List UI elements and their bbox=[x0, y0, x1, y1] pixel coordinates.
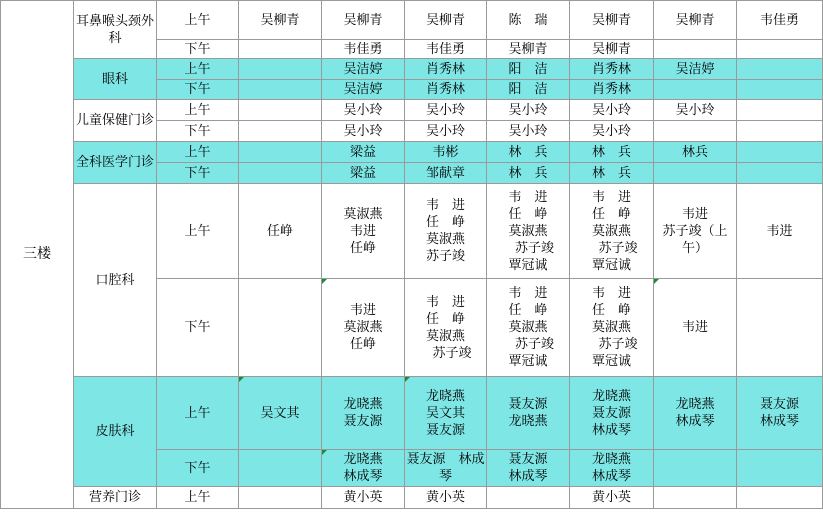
department-name: 全科医学门诊 bbox=[74, 142, 157, 184]
schedule-cell: 韦进 莫淑燕 任峥 bbox=[322, 279, 405, 377]
schedule-cell bbox=[737, 487, 823, 509]
schedule-cell bbox=[737, 163, 823, 184]
period-cell: 下午 bbox=[157, 80, 239, 100]
table-row bbox=[1, 184, 823, 279]
schedule-cell: 吴小玲 bbox=[487, 100, 570, 121]
schedule-cell: 韦 进 任 峥 莫淑燕 苏子竣 覃冠诚 bbox=[570, 184, 654, 279]
schedule-cell bbox=[487, 487, 570, 509]
schedule-cell: 吴文其 bbox=[239, 377, 322, 450]
schedule-cell: 林兵 bbox=[654, 142, 737, 163]
table-row bbox=[1, 142, 823, 163]
schedule-cell: 吴小玲 bbox=[487, 121, 570, 142]
period-cell: 下午 bbox=[157, 279, 239, 377]
schedule-cell: 吴洁婷 bbox=[654, 59, 737, 80]
schedule-cell bbox=[654, 80, 737, 100]
schedule-cell bbox=[239, 279, 322, 377]
schedule-cell: 阳 洁 bbox=[487, 59, 570, 80]
schedule-cell: 吴小玲 bbox=[654, 100, 737, 121]
schedule-cell: 韦佳勇 bbox=[737, 1, 823, 40]
period-cell: 下午 bbox=[157, 163, 239, 184]
schedule-cell bbox=[239, 40, 322, 59]
schedule-body bbox=[1, 1, 823, 509]
schedule-cell bbox=[239, 100, 322, 121]
schedule-cell: 肖秀林 bbox=[405, 80, 487, 100]
schedule-cell: 韦 进 任 峥 莫淑燕 苏子竣 覃冠诚 bbox=[570, 279, 654, 377]
schedule-cell: 韦佳勇 bbox=[405, 40, 487, 59]
schedule-cell: 林 兵 bbox=[570, 142, 654, 163]
schedule-cell: 吴小玲 bbox=[570, 121, 654, 142]
schedule-cell: 林 兵 bbox=[487, 163, 570, 184]
schedule-cell: 吴柳青 bbox=[570, 1, 654, 40]
schedule-cell: 陈 瑞 bbox=[487, 1, 570, 40]
schedule-cell: 聂友源 林成琴 bbox=[737, 377, 823, 450]
schedule-cell bbox=[737, 100, 823, 121]
schedule-cell: 吴小玲 bbox=[322, 121, 405, 142]
schedule-cell: 聂友源 林成琴 bbox=[487, 450, 570, 487]
schedule-cell: 肖秀林 bbox=[405, 59, 487, 80]
schedule-cell: 龙晓燕 聂友源 林成琴 bbox=[570, 377, 654, 450]
schedule-cell: 吴洁婷 bbox=[322, 80, 405, 100]
schedule-cell bbox=[654, 40, 737, 59]
schedule-cell bbox=[737, 450, 823, 487]
schedule-cell: 聂友源 龙晓燕 bbox=[487, 377, 570, 450]
schedule-cell: 吴柳青 bbox=[405, 1, 487, 40]
table-row bbox=[1, 487, 823, 509]
schedule-cell bbox=[239, 121, 322, 142]
table-row bbox=[1, 59, 823, 80]
schedule-cell: 林 兵 bbox=[570, 163, 654, 184]
table-row bbox=[1, 377, 823, 450]
schedule-cell: 黄小英 bbox=[405, 487, 487, 509]
schedule-cell: 黄小英 bbox=[322, 487, 405, 509]
schedule-cell: 龙晓燕 聂友源 bbox=[322, 377, 405, 450]
period-cell: 上午 bbox=[157, 142, 239, 163]
schedule-cell bbox=[239, 80, 322, 100]
schedule-cell bbox=[654, 163, 737, 184]
table-row bbox=[1, 100, 823, 121]
department-name: 口腔科 bbox=[74, 184, 157, 377]
schedule-cell: 吴柳青 bbox=[322, 1, 405, 40]
schedule-cell: 韦 进 任 峥 莫淑燕 苏子竣 覃冠诚 bbox=[487, 279, 570, 377]
schedule-cell bbox=[737, 59, 823, 80]
schedule-cell: 吴柳青 bbox=[654, 1, 737, 40]
department-name: 皮肤科 bbox=[74, 377, 157, 487]
schedule-cell: 梁益 bbox=[322, 142, 405, 163]
period-cell: 上午 bbox=[157, 1, 239, 40]
schedule-cell bbox=[239, 450, 322, 487]
period-cell: 上午 bbox=[157, 100, 239, 121]
period-cell: 上午 bbox=[157, 184, 239, 279]
department-name: 营养门诊 bbox=[74, 487, 157, 509]
period-cell: 下午 bbox=[157, 121, 239, 142]
schedule-cell: 韦 进 任 峥 莫淑燕 苏子竣 bbox=[405, 184, 487, 279]
schedule-cell: 任峥 bbox=[239, 184, 322, 279]
schedule-cell bbox=[654, 487, 737, 509]
schedule-cell: 韦进 苏子竣（上午） bbox=[654, 184, 737, 279]
schedule-cell: 吴小玲 bbox=[570, 100, 654, 121]
schedule-cell: 吴小玲 bbox=[322, 100, 405, 121]
department-name: 眼科 bbox=[74, 59, 157, 100]
schedule-cell bbox=[239, 142, 322, 163]
floor-label: 三楼 bbox=[1, 1, 74, 509]
schedule-cell: 韦佳勇 bbox=[322, 40, 405, 59]
period-cell: 下午 bbox=[157, 450, 239, 487]
schedule-cell: 肖秀林 bbox=[570, 80, 654, 100]
schedule-cell: 莫淑燕 韦进 任峥 bbox=[322, 184, 405, 279]
schedule-cell: 肖秀林 bbox=[570, 59, 654, 80]
schedule-cell: 韦 进 任 峥 莫淑燕 苏子竣 bbox=[405, 279, 487, 377]
schedule-cell: 吴柳青 bbox=[487, 40, 570, 59]
schedule-cell: 龙晓燕 林成琴 bbox=[570, 450, 654, 487]
schedule-cell: 龙晓燕 吴文其 聂友源 bbox=[405, 377, 487, 450]
schedule-cell: 黄小英 bbox=[570, 487, 654, 509]
schedule-cell: 龙晓燕 林成琴 bbox=[322, 450, 405, 487]
schedule-cell: 聂友源 林成琴 bbox=[405, 450, 487, 487]
table-row bbox=[1, 1, 823, 40]
schedule-cell bbox=[737, 142, 823, 163]
schedule-cell: 邹献章 bbox=[405, 163, 487, 184]
schedule-cell: 吴小玲 bbox=[405, 121, 487, 142]
schedule-cell: 韦进 bbox=[737, 184, 823, 279]
schedule-cell bbox=[737, 121, 823, 142]
schedule-cell: 吴洁婷 bbox=[322, 59, 405, 80]
department-name: 儿童保健门诊 bbox=[74, 100, 157, 142]
department-name: 耳鼻喉头颈外科 bbox=[74, 1, 157, 59]
schedule-cell bbox=[654, 121, 737, 142]
schedule-cell bbox=[239, 59, 322, 80]
schedule-cell bbox=[737, 40, 823, 59]
schedule-cell bbox=[737, 279, 823, 377]
schedule-cell: 龙晓燕 林成琴 bbox=[654, 377, 737, 450]
schedule-cell: 林 兵 bbox=[487, 142, 570, 163]
period-cell: 上午 bbox=[157, 59, 239, 80]
period-cell: 上午 bbox=[157, 487, 239, 509]
schedule-cell: 吴柳青 bbox=[570, 40, 654, 59]
schedule-cell bbox=[654, 450, 737, 487]
schedule-cell: 韦 进 任 峥 莫淑燕 苏子竣 覃冠诚 bbox=[487, 184, 570, 279]
period-cell: 上午 bbox=[157, 377, 239, 450]
schedule-cell: 韦彬 bbox=[405, 142, 487, 163]
schedule-cell bbox=[239, 163, 322, 184]
schedule-cell: 梁益 bbox=[322, 163, 405, 184]
schedule-cell: 阳 洁 bbox=[487, 80, 570, 100]
schedule-cell bbox=[239, 487, 322, 509]
schedule-cell: 吴柳青 bbox=[239, 1, 322, 40]
period-cell: 下午 bbox=[157, 40, 239, 59]
schedule-cell bbox=[737, 80, 823, 100]
schedule-cell: 吴小玲 bbox=[405, 100, 487, 121]
schedule-cell: 韦进 bbox=[654, 279, 737, 377]
